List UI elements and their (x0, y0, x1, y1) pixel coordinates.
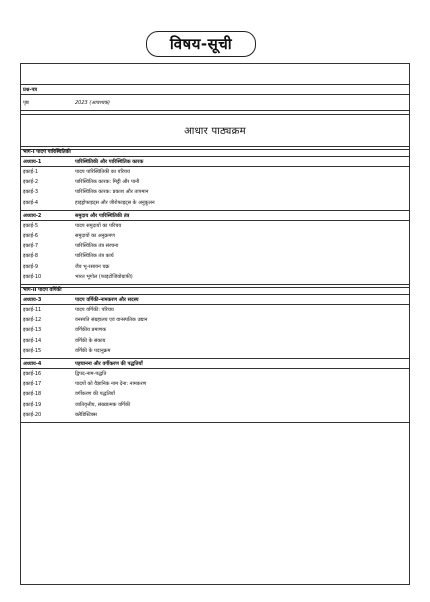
unit-code: इकाई-7 (23, 243, 39, 250)
divider (21, 210, 409, 211)
part-label: भाग-II पादप वर्गिकी (23, 287, 62, 293)
unit-title: पारिस्थितिक तंत्र संरचना (75, 243, 119, 250)
unit-title: पादपों को वैज्ञानिक नाम देना: नामकरण (75, 381, 147, 388)
divider (21, 294, 409, 295)
unit-title: पारिस्थितिक कारक: प्रकाश और तापमान (75, 189, 149, 196)
divider (21, 304, 409, 305)
unit-title: वर्गिकी के पदानुक्रम (75, 347, 111, 354)
chapter-code: अध्याय-2 (23, 212, 42, 219)
unit-code: इकाई-15 (23, 347, 42, 354)
unit-title: पारिस्थितिक कारक: मिट्टी और पानी (75, 179, 140, 186)
unit-code: इकाई-3 (23, 189, 39, 196)
unit-title: जातिवृत्तीय, संख्यात्मक वर्गिकी (75, 401, 131, 408)
unit-code: इकाई-17 (23, 381, 42, 388)
divider (21, 284, 409, 288)
chapter-code: अध्याय-4 (23, 361, 42, 367)
divider (21, 166, 409, 167)
unit-code: इकाई-16 (23, 371, 42, 377)
divider (21, 146, 409, 150)
unit-title: द्विपद-नाम-पद्धति (75, 371, 107, 377)
unit-code: इकाई-13 (23, 327, 42, 334)
divider (21, 94, 409, 95)
unit-code: इकाई-19 (23, 401, 42, 408)
divider (21, 114, 409, 115)
divider (21, 358, 409, 359)
unit-code: इकाई-14 (23, 337, 42, 344)
divider (21, 368, 409, 369)
unit-title: पादप वर्गिकी: परिचय (75, 307, 114, 313)
header-sub-text: 2023 (आवश्यक) (75, 100, 110, 106)
divider (21, 422, 409, 423)
unit-code: इकाई-5 (23, 222, 39, 229)
unit-title: पादप पारिस्थितिकी का परिचय (75, 169, 130, 175)
unit-title: समुदायों का अनुक्रमण (75, 233, 115, 239)
unit-title: पारिस्थितिक तंत्र कार्य (75, 253, 114, 260)
header-label: प्रश्न-पत्र (23, 87, 38, 93)
page-title: विषय-सूची (146, 31, 256, 57)
unit-title: वर्गिकी के संकाय (75, 337, 106, 344)
unit-title: क्लैडिस्टिक्स (75, 411, 97, 418)
chapter-title: पारिस्थितिकी और पारिस्थितिक कारक (75, 159, 144, 165)
unit-code: इकाई-1 (23, 169, 39, 175)
unit-code: इकाई-18 (23, 391, 42, 398)
part-label: भाग-I पादप पारिस्थितिकी (23, 149, 71, 155)
unit-code: इकाई-2 (23, 179, 39, 186)
toc-frame (20, 63, 410, 585)
divider (21, 220, 409, 221)
header-sub-code: पृष्ठ (23, 100, 29, 106)
chapter-title: पहचानना और वर्गीकरण की पद्धतियाँ (75, 361, 143, 367)
divider (21, 110, 409, 111)
unit-code: इकाई-4 (23, 199, 39, 206)
divider (21, 84, 409, 85)
divider (21, 156, 409, 157)
unit-code: इकाई-11 (23, 307, 42, 313)
chapter-code: अध्याय-3 (23, 297, 42, 303)
unit-title: जैव भू-रसायन चक्र (75, 263, 110, 270)
unit-code: इकाई-20 (23, 411, 42, 418)
chapter-title: समुदाय और पारिस्थितिकी तंत्र (75, 212, 130, 219)
unit-code: इकाई-6 (23, 233, 39, 239)
unit-code: इकाई-12 (23, 317, 42, 324)
chapter-code: अध्याय-1 (23, 159, 42, 165)
unit-code: इकाई-10 (23, 273, 42, 280)
unit-title: वर्गिकीय प्रमाणक (75, 327, 107, 334)
unit-title: हाइड्रोफाइट्स और जीरोफाइट्स के अनुकूलन (75, 199, 155, 206)
chapter-title: पादप वर्गिकी-नामकरण और सदस्य (75, 297, 139, 303)
unit-code: इकाई-9 (23, 263, 39, 270)
unit-code: इकाई-8 (23, 253, 39, 260)
main-heading: आधार पाठ्यक्रम (184, 126, 246, 137)
unit-title: पादप समुदायों का परिचय (75, 222, 122, 229)
unit-title: वर्गीकरण की पद्धतियाँ (75, 391, 115, 398)
unit-title: भारत भूगोल (फाइटोजियोग्राफी) (75, 273, 133, 280)
unit-title: वनस्पति संग्रहालय एवं वानस्पतिक उद्यान (75, 317, 148, 324)
